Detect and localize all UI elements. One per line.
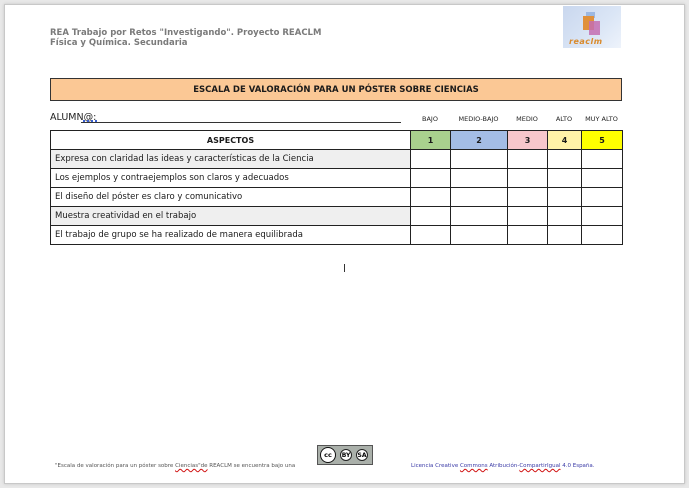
document-title: ESCALA DE VALORACIÓN PARA UN PÓSTER SOBRE CIENCIAS (50, 78, 622, 101)
level-number-5: 5 (582, 131, 623, 150)
text-cursor (344, 264, 345, 272)
rating-cell[interactable] (582, 226, 623, 245)
rating-cell[interactable] (508, 169, 548, 188)
table-header-row (51, 131, 623, 150)
rating-cell[interactable] (508, 207, 548, 226)
attribution-icon: BY (340, 449, 352, 461)
rating-cell[interactable] (508, 226, 548, 245)
level-label-alto: ALTO (555, 115, 573, 123)
rating-cell[interactable] (582, 150, 623, 169)
cc-icon: cc (320, 447, 336, 463)
rating-cell[interactable] (548, 169, 582, 188)
rating-cell[interactable] (582, 188, 623, 207)
rating-cell[interactable] (451, 226, 508, 245)
aspects-header: ASPECTOS (51, 131, 411, 150)
aspect-cell: El trabajo de grupo se ha realizado de manera equilibrada (51, 226, 411, 245)
level-number-4: 4 (548, 131, 582, 150)
rating-cell[interactable] (411, 188, 451, 207)
level-label-medio-bajo: MEDIO-BAJO (458, 115, 499, 123)
rating-cell[interactable] (582, 207, 623, 226)
creative-commons-by-sa-icon[interactable] (317, 445, 373, 465)
share-alike-icon: SA (356, 449, 368, 461)
rating-cell[interactable] (508, 188, 548, 207)
rating-cell[interactable] (451, 207, 508, 226)
rating-cell[interactable] (451, 150, 508, 169)
reaclm-logo-icon (563, 6, 621, 48)
level-label-medio: MEDIO (516, 115, 538, 123)
level-number-3: 3 (508, 131, 548, 150)
header-line-2: Física y Química. Secundaria (50, 38, 188, 48)
level-label-muy-alto: MUY ALTO (585, 115, 618, 123)
rating-cell[interactable] (548, 150, 582, 169)
rating-table (50, 130, 623, 245)
rating-cell[interactable] (411, 150, 451, 169)
level-number-2: 2 (451, 131, 508, 150)
rating-cell[interactable] (451, 188, 508, 207)
level-number-1: 1 (411, 131, 451, 150)
rating-cell[interactable] (411, 207, 451, 226)
aspect-cell: Los ejemplos y contraejemplos son claros y adecuados (51, 169, 411, 188)
rating-cell[interactable] (508, 150, 548, 169)
rating-cell[interactable] (411, 169, 451, 188)
table-row (51, 150, 623, 169)
document-header (50, 28, 321, 48)
aspect-cell: El diseño del póster es claro y comunicativo (51, 188, 411, 207)
table-row (51, 188, 623, 207)
aspect-cell: Expresa con claridad las ideas y características de la Ciencia (51, 150, 411, 169)
student-name-line[interactable] (81, 122, 401, 123)
spellcheck-underline (83, 120, 97, 122)
rating-cell[interactable] (411, 226, 451, 245)
license-link[interactable]: Licencia Creative Commons Atribución-CompartirIgual 4.0 España. (411, 463, 595, 469)
aspect-cell: Muestra creatividad en el trabajo (51, 207, 411, 226)
student-label: ALUMN@: (50, 112, 97, 123)
rating-cell[interactable] (548, 188, 582, 207)
license-footer-left: "Escala de valoración para un póster sobre Ciencias"de REACLM se encuentra bajo una (55, 463, 296, 469)
rating-cell[interactable] (548, 207, 582, 226)
rating-cell[interactable] (582, 169, 623, 188)
logo-text: reaclm (569, 37, 603, 46)
rating-cell[interactable] (548, 226, 582, 245)
table-row (51, 226, 623, 245)
level-label-bajo: BAJO (422, 115, 438, 123)
table-row (51, 169, 623, 188)
rating-cell[interactable] (451, 169, 508, 188)
header-line-1: REA Trabajo por Retos "Investigando". Proyecto REACLM (50, 28, 322, 38)
table-row (51, 207, 623, 226)
document-page (4, 4, 685, 484)
